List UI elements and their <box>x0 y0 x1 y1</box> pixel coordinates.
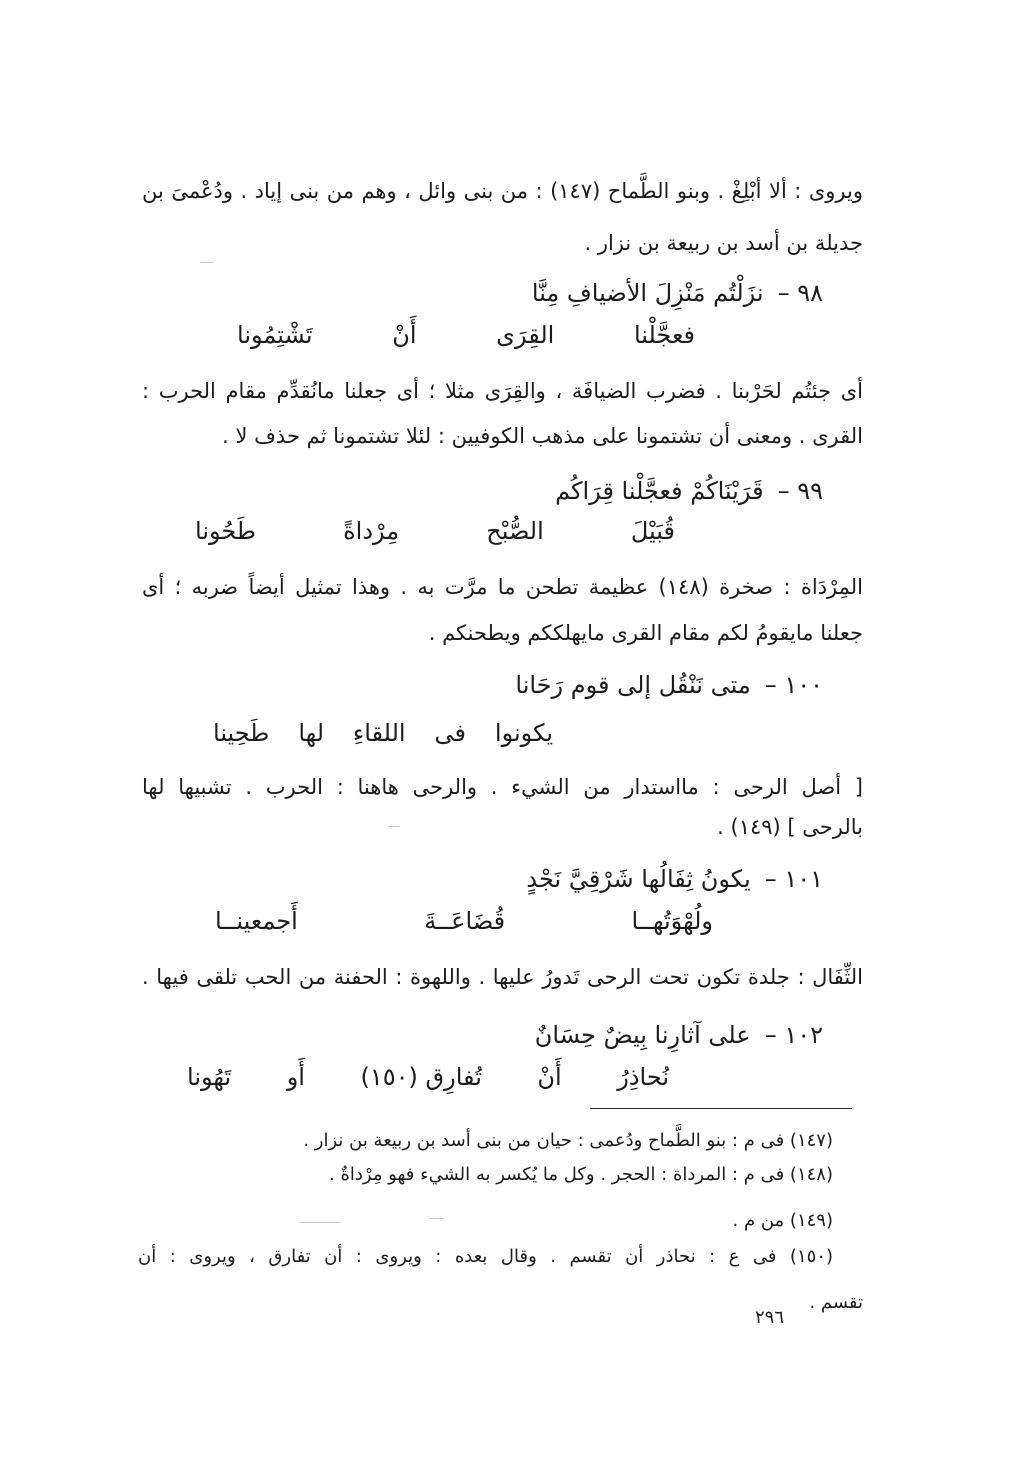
verse-100-first-hemistich <box>515 668 823 702</box>
footnote-150-line: تقسم . <box>809 1292 863 1313</box>
verse-word: قُضَاعَــةَ <box>424 907 506 935</box>
verse-102-second-hemistich <box>187 1060 669 1094</box>
scan-speck <box>200 262 214 263</box>
prose-line: الثِّفَال : جلدة تكون تحت الرحى تَدورُ عليها . واللهوة : الحفنة من الحب تلقى فيها . <box>142 965 863 989</box>
verse-word: أَنْ <box>392 321 417 349</box>
verse-word: ولُهْوَتُهــا <box>631 907 713 935</box>
verse-101-first-hemistich <box>526 862 823 896</box>
verse-number: ١٠١ – <box>764 865 823 893</box>
verse-word: يكونوا <box>494 719 553 747</box>
verse-number: ١٠٢ – <box>764 1021 823 1049</box>
verse-number: ٩٨ – <box>777 279 823 307</box>
verse-word: أَو <box>286 1063 305 1091</box>
footnote-147: (١٤٧) فى م : بنو الطَّماح ودُعمى : حيان من بنى أسد بن ربيعة بن نزار . <box>303 1130 833 1151</box>
prose-line: المِرْدَاة : صخرة (١٤٨) عظيمة تطحن ما مرَّت به . وهذا تمثيل أيضاً ضربه ؛ أى <box>142 575 864 599</box>
verse-word: مِرْداةً <box>343 517 400 545</box>
scan-speck <box>430 1218 444 1219</box>
verse-word: تُفارِق (١٥٠) <box>360 1063 482 1091</box>
verse-word: أَنْ <box>537 1063 562 1091</box>
prose-line: [ أصل الرحى : مااستدار من الشيء . والرحى هاهنا : الحرب . تشبيها لها <box>142 775 863 799</box>
verse-word: القِرَى <box>496 321 555 349</box>
prose-line: جعلنا مايقومُ لكم مقام القرى مايهلككم ويطحنكم . <box>428 621 863 645</box>
prose-line: ويروى : ألا أبْلِغْ . وبنو الطَّماح (١٤٧) : من بنى وائل ، وهم من بنى إياد . ودُعْمىَ بن <box>142 179 863 203</box>
verse-word: طَحُونا <box>195 517 257 545</box>
verse-99-second-hemistich <box>195 514 675 548</box>
footnote-148: (١٤٨) فى م : المرداة : الحجر . وكل ما يُكسر به الشيء فهو مِرْداةٌ . <box>329 1164 833 1185</box>
verse-98-second-hemistich <box>237 318 695 352</box>
verse-102-first-hemistich <box>535 1018 823 1052</box>
verse-word: تَشْتِمُونا <box>237 321 313 349</box>
verse-word: الصُّبْح <box>486 517 544 545</box>
verse-number: ٩٩ – <box>777 477 823 505</box>
verse-word: نُحاذِرُ <box>617 1063 669 1091</box>
verse-word: أَجمعينــا <box>215 907 298 935</box>
verse-word: تَهُونا <box>187 1063 232 1091</box>
hemistich-text: نزَلْتُم مَنْزِلَ الأضيافِ مِنَّا <box>531 279 764 307</box>
scan-speck <box>388 826 400 827</box>
verse-word: طَحِينا <box>213 719 270 747</box>
verse-word: فعجَّلْنا <box>633 321 695 349</box>
verse-98-first-hemistich <box>532 276 823 310</box>
verse-number: ١٠٠ – <box>764 671 823 699</box>
verse-99-first-hemistich <box>555 474 823 508</box>
footnote-separator <box>590 1108 852 1109</box>
prose-line: جديلة بن أسد بن ربيعة بن نزار . <box>584 231 863 255</box>
verse-word: قُبَيْلَ <box>630 517 675 545</box>
verse-word: لها <box>298 719 324 747</box>
hemistich-text: يكونُ ثِفَالُها شَرْقِيَّ نَجْدٍ <box>526 865 751 893</box>
prose-line: أى جئتُم لحَرْبنا . فضرب الضيافَة ، والقِرَى مثلا ؛ أى جعلنا مانُقدِّم مقام الحرب : <box>142 379 863 403</box>
verse-100-second-hemistich <box>213 716 553 750</box>
prose-line: القرى . ومعنى أن تشتمونا على مذهب الكوفيين : لئلا تشتمونا ثم حذف لا . <box>222 424 863 448</box>
prose-line: بالرحى ] (١٤٩) . <box>717 815 863 839</box>
verse-word: اللقاءِ <box>352 719 406 747</box>
hemistich-text: قَرَيْنَاكُمْ فعجَّلْنا قِرَاكُم <box>555 477 764 505</box>
page-number: ٢٩٦ <box>755 1307 785 1328</box>
verse-101-second-hemistich <box>215 904 713 938</box>
footnote-150-line: (١٥٠) فى ع : نحاذر أن تقسم . وقال بعده : ويروى : أن تفارق ، ويروى : أن <box>138 1246 833 1267</box>
scan-speck <box>300 1222 340 1223</box>
footnote-149: (١٤٩) من م . <box>732 1210 833 1231</box>
hemistich-text: متى نَنْقُل إلى قوم رَحَانا <box>515 671 751 699</box>
verse-word: فى <box>434 719 466 747</box>
hemistich-text: على آثارِنا بِيضٌ حِسَانٌ <box>534 1021 751 1049</box>
